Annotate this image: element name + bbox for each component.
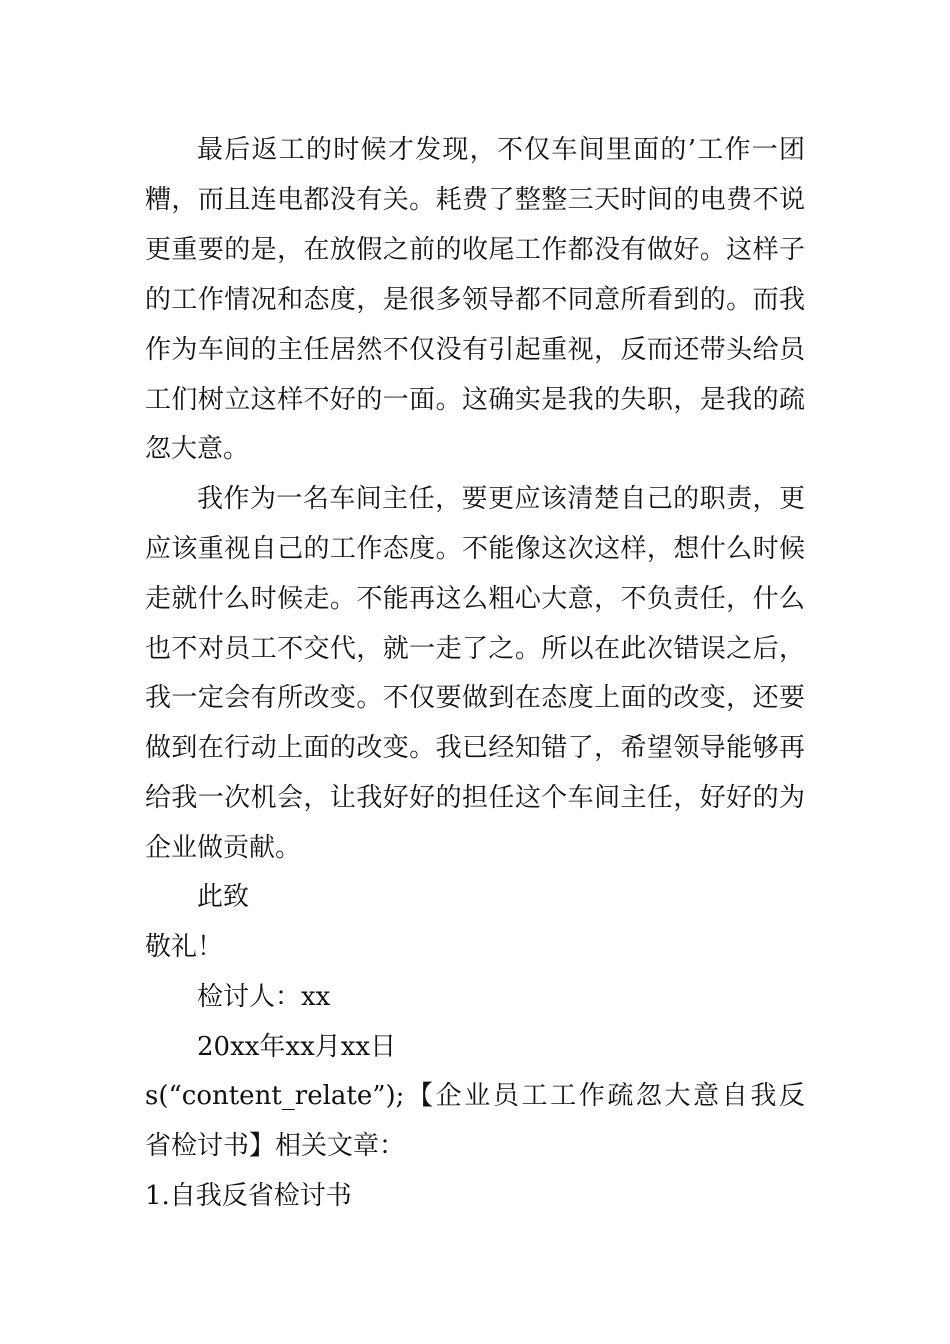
paragraph-2-line-2: 应该重视自己的工作态度。不能像这次这样，想什么时候 (145, 534, 805, 564)
paragraph-2-line-3: 走就什么时候走。不能再这么粗心大意，不负责任，什么 (145, 584, 805, 614)
paragraph-1-line-5: 作为车间的主任居然不仅没有引起重视，反而还带头给员 (145, 335, 805, 365)
paragraph-2-line-4: 也不对员工不交代，就一走了之。所以在此次错误之后， (145, 634, 805, 664)
signer: 检讨人：xx (197, 982, 331, 1012)
paragraph-1-line-4: 的工作情况和态度，是很多领导都不同意所看到的。而我 (145, 285, 805, 315)
paragraph-2-line-6: 做到在行动上面的改变。我已经知错了，希望领导能够再 (145, 733, 805, 763)
paragraph-2-line-8: 企业做贡献。 (145, 833, 302, 863)
paragraph-1-line-7: 忽大意。 (145, 434, 250, 464)
paragraph-2-line-5: 我一定会有所改变。不仅要做到在态度上面的改变，还要 (145, 683, 805, 713)
paragraph-1-line-1: 最后返工的时候才发现，不仅车间里面的’工作一团 (197, 135, 805, 165)
paragraph-1-line-2: 糟，而且连电都没有关。耗费了整整三天时间的电费不说 (145, 185, 805, 215)
date: 20xx年xx月xx日 (197, 1032, 397, 1062)
closing-regards: 敬礼！ (145, 932, 224, 962)
paragraph-2-line-7: 给我一次机会，让我好好的担任这个车间主任，好好的为 (145, 783, 805, 813)
closing-salutation: 此致 (197, 882, 250, 912)
paragraph-2-line-1: 我作为一名车间主任，要更应该清楚自己的职责，更 (197, 484, 805, 514)
paragraph-1-line-6: 工们树立这样不好的一面。这确实是我的失职，是我的疏 (145, 385, 805, 415)
related-heading-line-1: s(“content_relate”);【企业员工工作疏忽大意自我反 (145, 1081, 805, 1111)
related-heading-line-2: 省检讨书】相关文章： (145, 1131, 406, 1161)
paragraph-1-line-3: 更重要的是，在放假之前的收尾工作都没有做好。这样子 (145, 235, 805, 265)
related-item-link[interactable]: 1.自我反省检讨书 (145, 1181, 352, 1211)
